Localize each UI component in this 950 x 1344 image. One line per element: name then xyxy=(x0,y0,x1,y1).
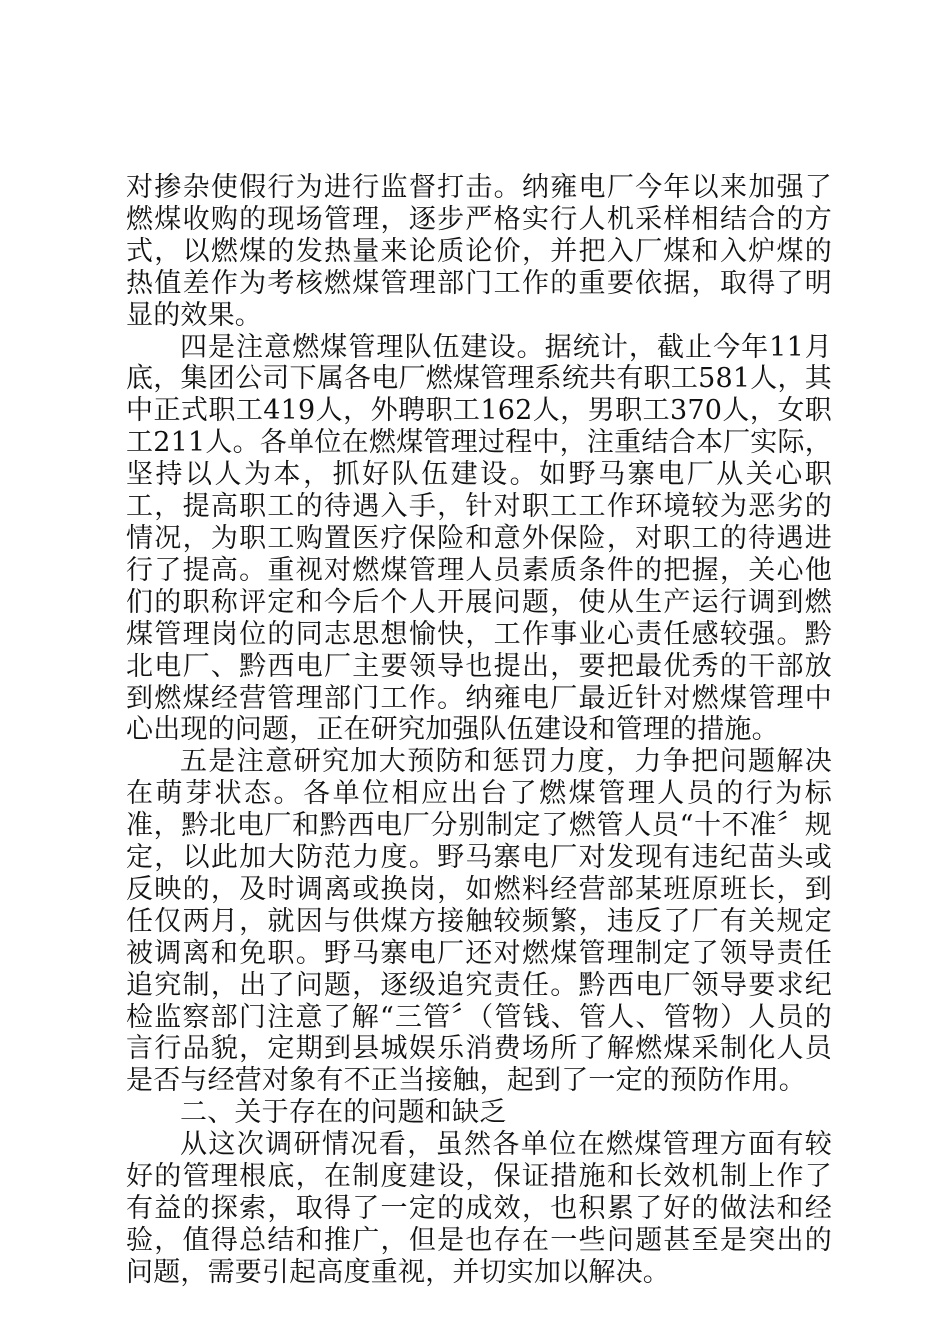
paragraph-prevention-punishment: 五是注意研究加大预防和惩罚力度，力争把问题解决在萌芽状态。各单位相应出台了燃煤管理人员的行为标准，黔北电厂和黔西电厂分别制定了燃管人员“十不准〞规定，以此加大防范力度。野马寨电厂对发现有违纪苗头或反映的，及时调离或换岗，如燃料经营部某班原班长，到任仅两月，就因与供煤方接触较频繁，违反了厂有关规定被调离和免职。野马寨电厂还对燃煤管理制定了领导责任追究制，出了问题，逐级追究责任。黔西电厂领导要求纪检监察部门注意了解“三管〞（管钱、管人、管物）人员的言行品貌，定期到县城娱乐消费场所了解燃煤采制化人员是否与经营对象有不正当接触，起到了一定的预防作用。 xyxy=(126,746,832,1097)
paragraph-team-building: 四是注意燃煤管理队伍建设。据统计，截止今年11月底，集团公司下属各电厂燃煤管理系统共有职工581人，其中正式职工419人，外聘职工162人，男职工370人，女职工211人。各单位在燃煤管理过程中，注重结合本厂实际，坚持以人为本，抓好队伍建设。如野马寨电厂从关心职工，提高职工的待遇入手，针对职工工作环境较为恶劣的情况，为职工购置医疗保险和意外保险，对职工的待遇进行了提高。重视对燃煤管理人员素质条件的把握，关心他们的职称评定和今后个人开展问题，使从生产运行调到燃煤管理岗位的同志思想愉快，工作事业心责任感较强。黔北电厂、黔西电厂主要领导也提出，要把最优秀的干部放到燃煤经营管理部门工作。纳雍电厂最近针对燃煤管理中心出现的问题，正在研究加强队伍建设和管理的措施。 xyxy=(126,331,832,746)
paragraph-survey-findings: 从这次调研情况看，虽然各单位在燃煤管理方面有较好的管理根底，在制度建设，保证措施和长效机制上作了有益的探索，取得了一定的成效，也积累了好的做法和经验，值得总结和推广，但是也存在一些问题甚至是突出的问题，需要引起高度重视，并切实加以解决。 xyxy=(126,1129,832,1288)
section-heading-problems: 二、关于存在的问题和缺乏 xyxy=(180,1097,507,1129)
document-page xyxy=(126,172,832,1289)
paragraph-supervision-crackdown: 对掺杂使假行为进行监督打击。纳雍电厂今年以来加强了燃煤收购的现场管理，逐步严格实行人机采样相结合的方式，以燃煤的发热量来论质论价，并把入厂煤和入炉煤的热值差作为考核燃煤管理部门工作的重要依据，取得了明显的效果。 xyxy=(126,172,832,331)
